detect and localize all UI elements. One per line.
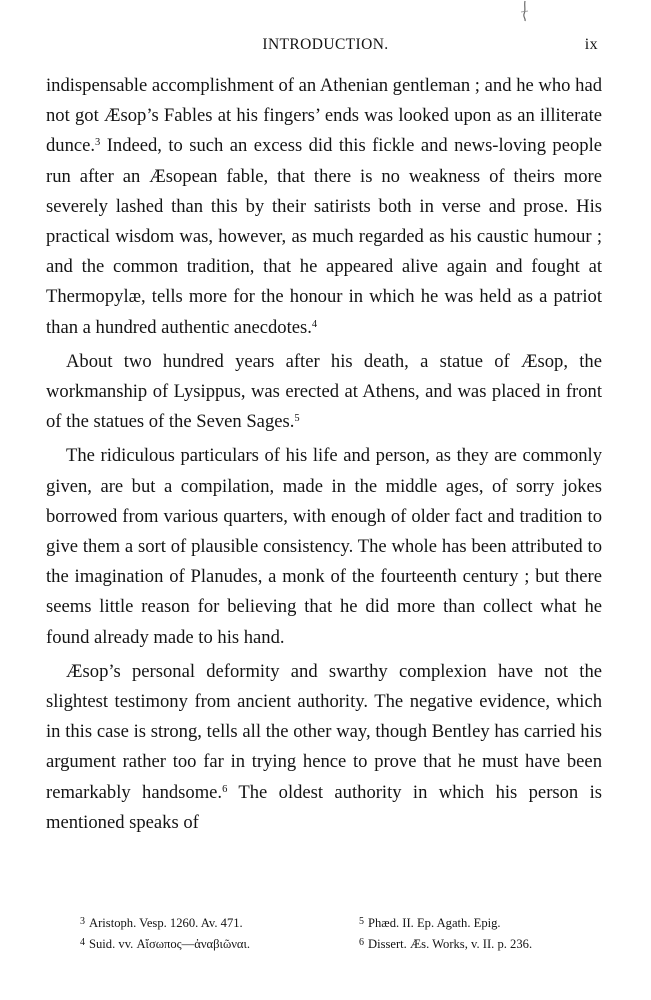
body-text xyxy=(46,71,602,838)
paragraph-4-text-a: Æsop’s personal deformity and swarthy complexion have not the slightest testimony from ancient authority. The negative evidence, which in this case is strong, tells all the other way, though Bentley has carried his argument rather too far in trying hence to prove that he must have been remarkably handsome. xyxy=(46,660,602,803)
paragraph-3 xyxy=(46,441,602,652)
paragraph-3-text: The ridiculous particulars of his life and person, as they are commonly given, are but a compilation, made in the middle ages, of sorry jokes borrowed from various quarters, with enough of older fact and tradition to give them a sort of plausible consistency. The whole has been attributed to the imagination of Planudes, a monk of the fourteenth century ; but there seems little reason for believing that he did more than collect what he found already made to his hand. xyxy=(46,445,602,648)
footnote-3 xyxy=(80,912,340,933)
footnote-text: Dissert. Æs. Works, v. II. p. 236. xyxy=(368,937,533,951)
paragraph-1-text-b: Indeed, to such an excess did this fickle and news-loving people run after an Æsopean fable, that there is no weakness of theirs more severely lashed than this by their satirists both in verse and prose. His practical wisdom was, however, as much regarded as his caustic humour ; and the common tradition, that he appeared alive again and fought at Thermopylæ, tells more for the honour in which he was held as a patriot than a hundred authentic anecdotes. xyxy=(46,135,602,338)
footnote-number: 5 xyxy=(359,916,364,927)
footnote-ref-6: 6 xyxy=(222,783,228,795)
page-title: INTRODUCTION. xyxy=(262,36,389,53)
paragraph-2-text: About two hundred years after his death, a statue of Æsop, the workmanship of Lysippus, was erected at Athens, and was placed in front of the statues of the Seven Sages. xyxy=(46,350,602,433)
footnote-ref-3: 3 xyxy=(95,137,101,149)
footnote-number: 6 xyxy=(359,937,364,948)
running-header xyxy=(0,36,651,56)
footnotes-left-column xyxy=(80,912,340,954)
paragraph-1-text-a: indispensable accomplishment of an Athenian gentleman ; and he who had not got Æsop’s Fables at his fingers’ ends was looked upon as an illiterate dunce. xyxy=(46,75,602,157)
paragraph-2 xyxy=(46,347,602,438)
footnote-6 xyxy=(359,933,619,954)
footnote-ref-5: 5 xyxy=(294,413,300,425)
footnote-5 xyxy=(359,912,619,933)
ink-mark-decoration xyxy=(518,0,532,22)
footnote-text: Aristoph. Vesp. 1260. Av. 471. xyxy=(89,916,243,930)
paragraph-4-text-b: The oldest authority in which his person is mentioned speaks of xyxy=(46,781,602,833)
footnote-number: 4 xyxy=(80,937,85,948)
page-number: ix xyxy=(584,36,598,53)
footnotes-right-column xyxy=(359,912,619,954)
footnote-ref-4: 4 xyxy=(311,318,318,330)
footnote-4 xyxy=(80,933,340,954)
footnote-number: 3 xyxy=(80,916,85,927)
paragraph-1 xyxy=(46,71,602,343)
footnote-text: Suid. vv. Αἴσωπος—ἀναβιῶναι. xyxy=(89,937,251,951)
footnote-text: Phæd. II. Ep. Agath. Epig. xyxy=(368,916,501,930)
paragraph-4 xyxy=(46,657,602,838)
